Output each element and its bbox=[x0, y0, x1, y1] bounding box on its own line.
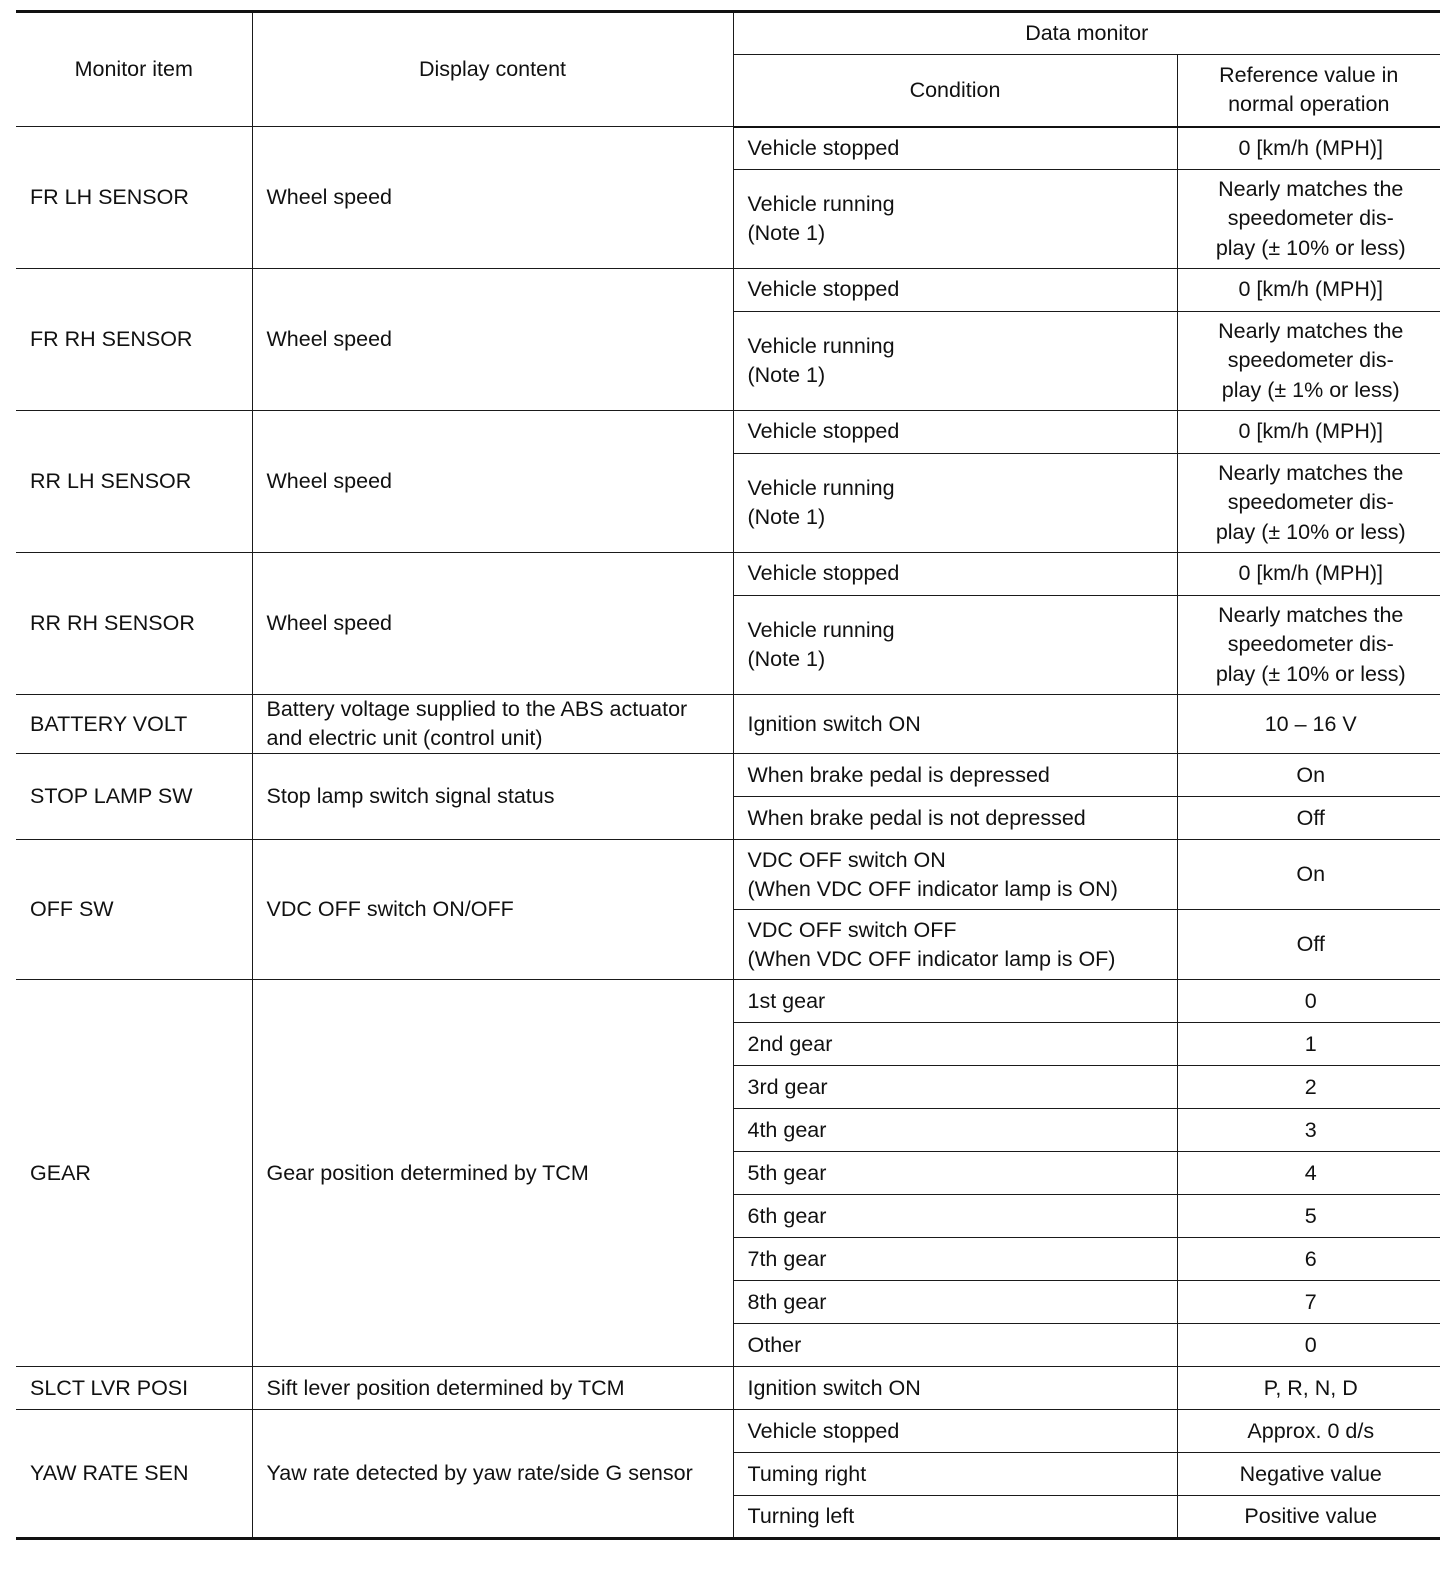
reference-value-line: Nearly matches the bbox=[1218, 461, 1404, 486]
condition-line: Other bbox=[747, 1332, 802, 1357]
reference-value-line: Nearly matches the bbox=[1218, 319, 1404, 344]
condition-cell bbox=[733, 980, 1177, 1023]
condition-cell bbox=[733, 1281, 1177, 1324]
monitor-item-cell: BATTERY VOLT bbox=[16, 695, 252, 754]
table-row bbox=[16, 1410, 1440, 1453]
reference-value-line: 0 [km/h (MPH)] bbox=[1238, 561, 1384, 586]
condition-line: Vehicle stopped bbox=[747, 277, 900, 302]
table-row bbox=[16, 754, 1440, 797]
condition-line: Vehicle stopped bbox=[747, 135, 900, 160]
table-row bbox=[16, 695, 1440, 754]
display-content-cell bbox=[252, 553, 733, 695]
reference-value-line: play (± 10% or less) bbox=[1215, 661, 1406, 686]
display-content-line: Wheel speed bbox=[266, 184, 392, 209]
condition-cell bbox=[733, 312, 1177, 411]
reference-value-line: speedometer dis- bbox=[1227, 206, 1394, 231]
reference-value-cell bbox=[1177, 1023, 1440, 1066]
display-content-line: Wheel speed bbox=[266, 326, 392, 351]
reference-value-cell bbox=[1177, 1152, 1440, 1195]
reference-value-cell bbox=[1177, 312, 1440, 411]
monitor-item-cell: SLCT LVR POSI bbox=[16, 1367, 252, 1410]
reference-value-cell bbox=[1177, 1453, 1440, 1496]
monitor-item-cell: STOP LAMP SW bbox=[16, 754, 252, 840]
reference-value-cell bbox=[1177, 127, 1440, 170]
reference-value-cell bbox=[1177, 170, 1440, 269]
reference-value-cell bbox=[1177, 1410, 1440, 1453]
condition-line: Vehicle stopped bbox=[747, 1418, 900, 1443]
reference-value-line: play (± 1% or less) bbox=[1221, 377, 1400, 402]
data-monitor-table-wrapper bbox=[16, 10, 1440, 1540]
table-body bbox=[16, 127, 1440, 1539]
monitor-item-cell: RR LH SENSOR bbox=[16, 411, 252, 553]
condition-line: Vehicle stopped bbox=[747, 561, 900, 586]
condition-line: (When VDC OFF indicator lamp is OF) bbox=[747, 946, 1116, 971]
reference-value-cell bbox=[1177, 411, 1440, 454]
header-monitor-item: Monitor item bbox=[16, 12, 252, 127]
condition-line: 8th gear bbox=[747, 1289, 827, 1314]
display-content-line: Sift lever position determined by TCM bbox=[266, 1375, 625, 1400]
condition-line: Ignition switch ON bbox=[747, 1375, 921, 1400]
condition-cell bbox=[733, 1066, 1177, 1109]
reference-value-line: Nearly matches the bbox=[1218, 603, 1404, 628]
condition-line: 4th gear bbox=[747, 1117, 827, 1142]
reference-value-line: Nearly matches the bbox=[1218, 177, 1404, 202]
condition-line: Ignition switch ON bbox=[747, 711, 921, 736]
condition-cell bbox=[733, 1367, 1177, 1410]
header-data-monitor: Data monitor bbox=[733, 12, 1440, 55]
display-content-line: Yaw rate detected by yaw rate/side G sensor bbox=[266, 1461, 693, 1486]
reference-value-line: speedometer dis- bbox=[1227, 348, 1394, 373]
display-content-line: Stop lamp switch signal status bbox=[266, 784, 555, 809]
reference-value-cell bbox=[1177, 1281, 1440, 1324]
reference-value-cell bbox=[1177, 1238, 1440, 1281]
condition-cell bbox=[733, 170, 1177, 269]
condition-line: 7th gear bbox=[747, 1246, 827, 1271]
display-content-line: Wheel speed bbox=[266, 468, 392, 493]
condition-cell bbox=[733, 1496, 1177, 1539]
display-content-cell bbox=[252, 980, 733, 1367]
table-row bbox=[16, 269, 1440, 312]
reference-value-line: 0 [km/h (MPH)] bbox=[1238, 277, 1384, 302]
table-row bbox=[16, 127, 1440, 170]
header-reference-value-line: normal operation bbox=[1228, 92, 1390, 117]
condition-line: 1st gear bbox=[747, 988, 826, 1013]
reference-value-line: 6 bbox=[1304, 1246, 1317, 1271]
display-content-cell bbox=[252, 269, 733, 411]
reference-value-line: P, R, N, D bbox=[1263, 1375, 1358, 1400]
condition-line: (Note 1) bbox=[747, 363, 826, 387]
condition-line: VDC OFF switch ON bbox=[747, 847, 946, 872]
display-content-cell bbox=[252, 754, 733, 840]
condition-cell bbox=[733, 269, 1177, 312]
header-reference-value bbox=[1177, 55, 1440, 127]
display-content-cell bbox=[252, 840, 733, 980]
condition-line: (Note 1) bbox=[747, 221, 826, 245]
reference-value-cell bbox=[1177, 797, 1440, 840]
monitor-item-cell: FR LH SENSOR bbox=[16, 127, 252, 269]
condition-line: 3rd gear bbox=[747, 1074, 828, 1099]
condition-cell bbox=[733, 553, 1177, 596]
header-reference-value-line: Reference value in bbox=[1219, 63, 1399, 88]
display-content-cell bbox=[252, 127, 733, 269]
reference-value-cell bbox=[1177, 454, 1440, 553]
reference-value-line: Negative value bbox=[1239, 1461, 1382, 1486]
reference-value-line: Off bbox=[1296, 932, 1325, 957]
condition-cell bbox=[733, 1152, 1177, 1195]
reference-value-line: play (± 10% or less) bbox=[1215, 235, 1406, 260]
table-row bbox=[16, 840, 1440, 910]
condition-line: 6th gear bbox=[747, 1203, 827, 1228]
condition-cell bbox=[733, 754, 1177, 797]
condition-cell bbox=[733, 1410, 1177, 1453]
condition-cell bbox=[733, 1023, 1177, 1066]
monitor-item-cell: FR RH SENSOR bbox=[16, 269, 252, 411]
condition-cell bbox=[733, 1324, 1177, 1367]
reference-value-cell bbox=[1177, 980, 1440, 1023]
display-content-line: Battery voltage supplied to the ABS actuator bbox=[266, 697, 688, 721]
condition-line: 2nd gear bbox=[747, 1031, 833, 1056]
display-content-line: VDC OFF switch ON/OFF bbox=[266, 897, 514, 922]
display-content-line: and electric unit (control unit) bbox=[266, 726, 543, 751]
reference-value-cell bbox=[1177, 1195, 1440, 1238]
reference-value-line: 1 bbox=[1304, 1031, 1317, 1056]
monitor-item-cell: RR RH SENSOR bbox=[16, 553, 252, 695]
reference-value-cell bbox=[1177, 695, 1440, 754]
reference-value-line: 0 [km/h (MPH)] bbox=[1238, 135, 1384, 160]
condition-cell bbox=[733, 797, 1177, 840]
display-content-line: Gear position determined by TCM bbox=[266, 1160, 589, 1185]
reference-value-line: 3 bbox=[1304, 1117, 1317, 1142]
condition-line: (When VDC OFF indicator lamp is ON) bbox=[747, 876, 1118, 901]
reference-value-cell bbox=[1177, 1324, 1440, 1367]
reference-value-line: On bbox=[1296, 762, 1326, 787]
reference-value-line: speedometer dis- bbox=[1227, 632, 1394, 657]
reference-value-cell bbox=[1177, 553, 1440, 596]
condition-cell bbox=[733, 1195, 1177, 1238]
table-row bbox=[16, 980, 1440, 1023]
reference-value-cell bbox=[1177, 910, 1440, 980]
condition-cell bbox=[733, 454, 1177, 553]
condition-cell bbox=[733, 1238, 1177, 1281]
reference-value-line: 0 bbox=[1304, 988, 1317, 1013]
display-content-cell bbox=[252, 695, 733, 754]
reference-value-cell bbox=[1177, 1367, 1440, 1410]
table-header bbox=[16, 12, 1440, 127]
reference-value-line: 4 bbox=[1304, 1160, 1317, 1185]
display-content-cell bbox=[252, 411, 733, 553]
table-row bbox=[16, 411, 1440, 454]
condition-line: 5th gear bbox=[747, 1160, 827, 1185]
condition-line: Vehicle running bbox=[747, 333, 895, 358]
header-display-content: Display content bbox=[252, 12, 733, 127]
data-monitor-table bbox=[16, 10, 1440, 1540]
table-row bbox=[16, 1367, 1440, 1410]
condition-line: VDC OFF switch OFF bbox=[747, 917, 957, 942]
reference-value-cell bbox=[1177, 269, 1440, 312]
condition-line: Vehicle running bbox=[747, 191, 895, 216]
reference-value-line: 0 [km/h (MPH)] bbox=[1238, 419, 1384, 444]
reference-value-cell bbox=[1177, 754, 1440, 797]
condition-cell bbox=[733, 127, 1177, 170]
condition-line: Vehicle running bbox=[747, 617, 895, 642]
reference-value-line: 10 – 16 V bbox=[1264, 711, 1357, 736]
condition-cell bbox=[733, 910, 1177, 980]
display-content-line: Wheel speed bbox=[266, 610, 392, 635]
reference-value-cell bbox=[1177, 840, 1440, 910]
reference-value-line: 2 bbox=[1304, 1074, 1317, 1099]
condition-line: Tuming right bbox=[747, 1461, 867, 1486]
condition-cell bbox=[733, 1453, 1177, 1496]
reference-value-line: play (± 10% or less) bbox=[1215, 519, 1406, 544]
reference-value-cell bbox=[1177, 596, 1440, 695]
reference-value-line: 0 bbox=[1304, 1332, 1317, 1357]
display-content-cell bbox=[252, 1410, 733, 1539]
table-row bbox=[16, 553, 1440, 596]
condition-line: Vehicle running bbox=[747, 475, 895, 500]
condition-cell bbox=[733, 840, 1177, 910]
monitor-item-cell: OFF SW bbox=[16, 840, 252, 980]
condition-line: Turning left bbox=[747, 1504, 855, 1529]
reference-value-line: 5 bbox=[1304, 1203, 1317, 1228]
reference-value-line: Positive value bbox=[1244, 1504, 1378, 1529]
reference-value-line: Approx. 0 d/s bbox=[1247, 1418, 1375, 1443]
condition-line: Vehicle stopped bbox=[747, 419, 900, 444]
condition-cell bbox=[733, 695, 1177, 754]
condition-cell bbox=[733, 596, 1177, 695]
condition-cell bbox=[733, 411, 1177, 454]
reference-value-cell bbox=[1177, 1066, 1440, 1109]
reference-value-line: 7 bbox=[1304, 1289, 1317, 1314]
condition-line: When brake pedal is depressed bbox=[747, 762, 1050, 787]
reference-value-cell bbox=[1177, 1109, 1440, 1152]
condition-line: When brake pedal is not depressed bbox=[747, 805, 1086, 830]
reference-value-line: speedometer dis- bbox=[1227, 490, 1394, 515]
header-condition: Condition bbox=[733, 55, 1177, 127]
condition-line: (Note 1) bbox=[747, 505, 826, 529]
display-content-cell bbox=[252, 1367, 733, 1410]
monitor-item-cell: GEAR bbox=[16, 980, 252, 1367]
monitor-item-cell: YAW RATE SEN bbox=[16, 1410, 252, 1539]
condition-cell bbox=[733, 1109, 1177, 1152]
reference-value-cell bbox=[1177, 1496, 1440, 1539]
reference-value-line: On bbox=[1296, 862, 1326, 887]
reference-value-line: Off bbox=[1296, 805, 1325, 830]
condition-line: (Note 1) bbox=[747, 647, 826, 671]
